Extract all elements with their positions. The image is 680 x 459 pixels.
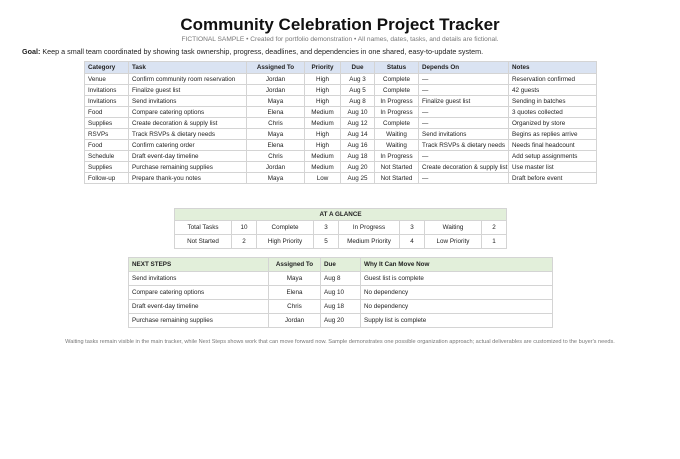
next-steps-column-header: Why It Can Move Now bbox=[361, 258, 553, 272]
tracker-column-header: Category bbox=[85, 62, 129, 74]
tracker-cell: Not Started bbox=[375, 173, 419, 184]
tracker-cell: Confirm community room reservation bbox=[129, 74, 247, 85]
tracker-row bbox=[85, 96, 597, 107]
page-subtitle: FICTIONAL SAMPLE • Created for portfolio demonstration • All names, dates, tasks, and details are fictional. bbox=[181, 36, 499, 43]
tracker-cell: High bbox=[305, 85, 341, 96]
tracker-cell: Maya bbox=[247, 96, 305, 107]
tracker-cell: Complete bbox=[375, 118, 419, 129]
tracker-body bbox=[85, 74, 597, 184]
tracker-cell: High bbox=[305, 96, 341, 107]
tracker-cell: Follow-up bbox=[85, 173, 129, 184]
next-step-cell: Jordan bbox=[269, 314, 321, 328]
tracker-cell: Aug 3 bbox=[341, 74, 375, 85]
next-step-cell: Supply list is complete bbox=[361, 314, 553, 328]
tracker-cell: Chris bbox=[247, 118, 305, 129]
tracker-cell: High bbox=[305, 140, 341, 151]
tracker-cell: RSVPs bbox=[85, 129, 129, 140]
tracker-cell: Track RSVPs & dietary needs bbox=[419, 140, 509, 151]
tracker-row bbox=[85, 74, 597, 85]
tracker-column-header: Due bbox=[341, 62, 375, 74]
tracker-cell: Waiting bbox=[375, 129, 419, 140]
tracker-column-header: Depends On bbox=[419, 62, 509, 74]
tracker-cell: Food bbox=[85, 107, 129, 118]
tracker-cell: Reservation confirmed bbox=[509, 74, 597, 85]
tracker-cell: Send invitations bbox=[129, 96, 247, 107]
tracker-cell: Venue bbox=[85, 74, 129, 85]
tracker-cell: Maya bbox=[247, 173, 305, 184]
next-step-cell: Send invitations bbox=[129, 272, 269, 286]
tracker-cell: — bbox=[419, 118, 509, 129]
tracker-cell: — bbox=[419, 151, 509, 162]
at-a-glance-title: AT A GLANCE bbox=[175, 209, 507, 221]
next-step-row bbox=[129, 272, 553, 286]
tracker-cell: Aug 14 bbox=[341, 129, 375, 140]
tracker-row bbox=[85, 162, 597, 173]
next-step-cell: No dependency bbox=[361, 286, 553, 300]
next-step-cell: Draft event-day timeline bbox=[129, 300, 269, 314]
tracker-cell: Draft event-day timeline bbox=[129, 151, 247, 162]
glance-value: 2 bbox=[232, 235, 257, 249]
footnote: Waiting tasks remain visible in the main tracker, while Next Steps shows work that can move forward now. Sample demonstrates one possible organization approach; actual deliverables are customized to the buyer's needs. bbox=[65, 339, 615, 345]
tracker-cell: Track RSVPs & dietary needs bbox=[129, 129, 247, 140]
next-step-row bbox=[129, 314, 553, 328]
tracker-row bbox=[85, 118, 597, 129]
tracker-cell: In Progress bbox=[375, 96, 419, 107]
tracker-cell: Complete bbox=[375, 85, 419, 96]
next-steps-body bbox=[129, 272, 553, 328]
goal-statement bbox=[22, 47, 662, 56]
tracker-column-header: Notes bbox=[509, 62, 597, 74]
tracker-cell: High bbox=[305, 74, 341, 85]
glance-label: Low Priority bbox=[425, 235, 482, 249]
tracker-cell: Aug 25 bbox=[341, 173, 375, 184]
next-steps-column-header: Assigned To bbox=[269, 258, 321, 272]
tracker-cell: Needs final headcount bbox=[509, 140, 597, 151]
next-step-row bbox=[129, 286, 553, 300]
glance-value: 2 bbox=[482, 221, 507, 235]
tracker-cell: Elena bbox=[247, 140, 305, 151]
tracker-cell: Draft before event bbox=[509, 173, 597, 184]
tracker-cell: Supplies bbox=[85, 118, 129, 129]
glance-label: High Priority bbox=[257, 235, 314, 249]
tracker-cell: Organized by store bbox=[509, 118, 597, 129]
tracker-cell: Low bbox=[305, 173, 341, 184]
glance-label: Complete bbox=[257, 221, 314, 235]
next-step-cell: Chris bbox=[269, 300, 321, 314]
tracker-row bbox=[85, 151, 597, 162]
tracker-cell: Not Started bbox=[375, 162, 419, 173]
next-step-cell: Aug 8 bbox=[321, 272, 361, 286]
next-steps-header-row bbox=[129, 258, 553, 272]
glance-label: Total Tasks bbox=[175, 221, 232, 235]
tracker-cell: Purchase remaining supplies bbox=[129, 162, 247, 173]
glance-value: 3 bbox=[400, 221, 425, 235]
tracker-row bbox=[85, 173, 597, 184]
goal-text: Keep a small team coordinated by showing task ownership, progress, deadlines, and dependencies in one shared, easy-to-update system. bbox=[42, 47, 484, 56]
glance-label: Waiting bbox=[425, 221, 482, 235]
tracker-cell: Add setup assignments bbox=[509, 151, 597, 162]
tracker-cell: Elena bbox=[247, 107, 305, 118]
next-step-cell: Compare catering options bbox=[129, 286, 269, 300]
tracker-row bbox=[85, 107, 597, 118]
tracker-cell: Jordan bbox=[247, 85, 305, 96]
tracker-cell: Use master list bbox=[509, 162, 597, 173]
tracker-cell: Medium bbox=[305, 107, 341, 118]
tracker-cell: Jordan bbox=[247, 162, 305, 173]
glance-value: 1 bbox=[482, 235, 507, 249]
tracker-cell: Medium bbox=[305, 162, 341, 173]
next-steps-table bbox=[128, 257, 553, 328]
next-step-row bbox=[129, 300, 553, 314]
tracker-cell: Confirm catering order bbox=[129, 140, 247, 151]
glance-label: In Progress bbox=[339, 221, 400, 235]
tracker-cell: Prepare thank-you notes bbox=[129, 173, 247, 184]
next-step-cell: Aug 10 bbox=[321, 286, 361, 300]
tracker-cell: Maya bbox=[247, 129, 305, 140]
tracker-cell: Aug 8 bbox=[341, 96, 375, 107]
at-a-glance-table bbox=[174, 208, 507, 249]
tracker-cell: — bbox=[419, 74, 509, 85]
tracker-cell: Medium bbox=[305, 151, 341, 162]
tracker-cell: Supplies bbox=[85, 162, 129, 173]
tracker-cell: Aug 5 bbox=[341, 85, 375, 96]
tracker-cell: Aug 20 bbox=[341, 162, 375, 173]
tracker-cell: Aug 12 bbox=[341, 118, 375, 129]
tracker-cell: Compare catering options bbox=[129, 107, 247, 118]
tracker-row bbox=[85, 85, 597, 96]
tracker-cell: Chris bbox=[247, 151, 305, 162]
tracker-row bbox=[85, 140, 597, 151]
glance-value: 4 bbox=[400, 235, 425, 249]
next-steps-column-header: Due bbox=[321, 258, 361, 272]
next-step-cell: No dependency bbox=[361, 300, 553, 314]
page-title: Community Celebration Project Tracker bbox=[180, 15, 500, 34]
tracker-cell: — bbox=[419, 85, 509, 96]
tracker-cell: Finalize guest list bbox=[419, 96, 509, 107]
tracker-column-header: Assigned To bbox=[247, 62, 305, 74]
tracker-cell: Jordan bbox=[247, 74, 305, 85]
glance-label: Not Started bbox=[175, 235, 232, 249]
tracker-cell: Schedule bbox=[85, 151, 129, 162]
tracker-cell: Send invitations bbox=[419, 129, 509, 140]
tracker-cell: Food bbox=[85, 140, 129, 151]
tracker-cell: Invitations bbox=[85, 96, 129, 107]
glance-row bbox=[175, 235, 507, 249]
tracker-column-header: Status bbox=[375, 62, 419, 74]
tracker-cell: Sending in batches bbox=[509, 96, 597, 107]
tracker-cell: Complete bbox=[375, 74, 419, 85]
tracker-cell: 42 guests bbox=[509, 85, 597, 96]
tracker-cell: Aug 10 bbox=[341, 107, 375, 118]
next-step-cell: Purchase remaining supplies bbox=[129, 314, 269, 328]
next-step-cell: Maya bbox=[269, 272, 321, 286]
tracker-column-header: Priority bbox=[305, 62, 341, 74]
tracker-header-row bbox=[85, 62, 597, 74]
tracker-cell: In Progress bbox=[375, 107, 419, 118]
tracker-column-header: Task bbox=[129, 62, 247, 74]
tracker-cell: 3 quotes collected bbox=[509, 107, 597, 118]
next-step-cell: Aug 20 bbox=[321, 314, 361, 328]
next-step-cell: Aug 18 bbox=[321, 300, 361, 314]
tracker-cell: Aug 18 bbox=[341, 151, 375, 162]
tracker-cell: Aug 16 bbox=[341, 140, 375, 151]
tracker-cell: Medium bbox=[305, 118, 341, 129]
tracker-cell: — bbox=[419, 173, 509, 184]
glance-body bbox=[175, 221, 507, 249]
tracker-cell: Begins as replies arrive bbox=[509, 129, 597, 140]
tracker-cell: Create decoration & supply list bbox=[129, 118, 247, 129]
goal-label: Goal: bbox=[22, 47, 41, 56]
glance-label: Medium Priority bbox=[339, 235, 400, 249]
glance-value: 10 bbox=[232, 221, 257, 235]
glance-value: 3 bbox=[314, 221, 339, 235]
tracker-cell: Invitations bbox=[85, 85, 129, 96]
glance-value: 5 bbox=[314, 235, 339, 249]
tracker-cell: Waiting bbox=[375, 140, 419, 151]
tracker-cell: — bbox=[419, 107, 509, 118]
next-step-cell: Guest list is complete bbox=[361, 272, 553, 286]
tracker-cell: In Progress bbox=[375, 151, 419, 162]
project-tracker-table bbox=[84, 61, 597, 184]
tracker-row bbox=[85, 129, 597, 140]
tracker-cell: Finalize guest list bbox=[129, 85, 247, 96]
tracker-cell: High bbox=[305, 129, 341, 140]
tracker-cell: Create decoration & supply list bbox=[419, 162, 509, 173]
glance-row bbox=[175, 221, 507, 235]
next-step-cell: Elena bbox=[269, 286, 321, 300]
next-steps-column-header: NEXT STEPS bbox=[129, 258, 269, 272]
